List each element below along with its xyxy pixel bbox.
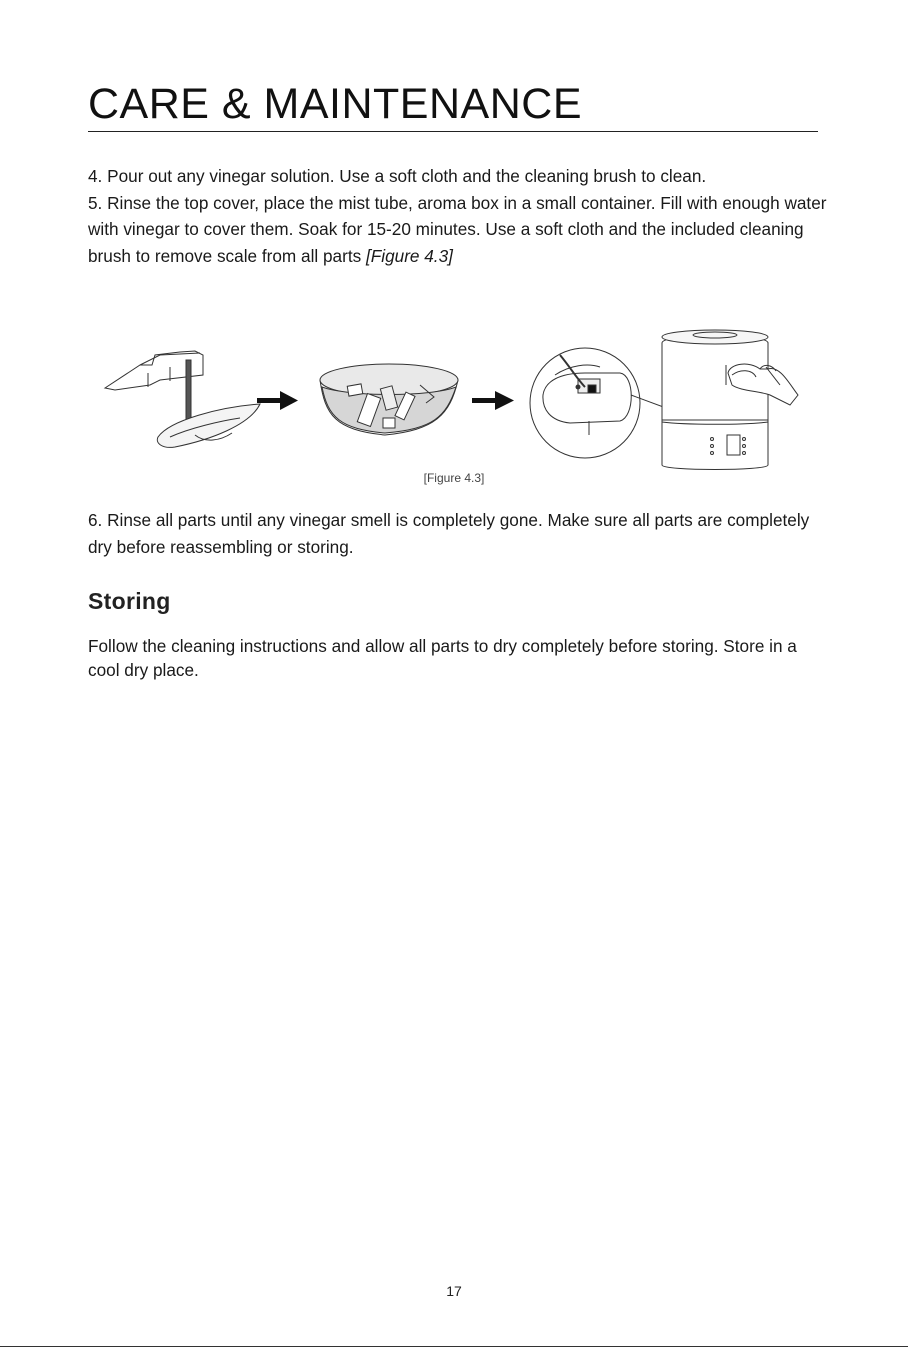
step-5-text: 5. Rinse the top cover, place the mist tube, aroma box in a small container. Fill with enough water with vinegar to cover them. Soak for 15-20 minutes. Use a soft cloth and the included cleaning brush to remove scale from all parts	[88, 192, 827, 266]
title-divider	[88, 131, 818, 132]
page-title: CARE & MAINTENANCE	[88, 80, 583, 128]
step-4-text: 4. Pour out any vinegar solution. Use a soft cloth and the cleaning brush to clean.	[88, 166, 707, 186]
arrow-right-icon	[472, 391, 514, 410]
figure-4-3-illustration	[100, 325, 810, 475]
storing-text: Follow the cleaning instructions and allow all parts to dry completely before storing. Store in a cool dry place.	[88, 636, 797, 680]
bottom-divider	[0, 1346, 908, 1347]
figure-caption: [Figure 4.3]	[423, 471, 485, 485]
step-5-paragraph	[88, 190, 828, 270]
arrow-right-icon	[257, 391, 298, 410]
cleaning-steps	[88, 163, 828, 269]
page-number: 17	[446, 1283, 462, 1299]
top-cover-illustration	[105, 351, 260, 447]
storing-heading: Storing	[88, 588, 171, 614]
soaking-bowl-illustration	[320, 364, 458, 435]
figure-reference: [Figure 4.3]	[365, 245, 453, 266]
step-6-block	[88, 507, 828, 560]
step-6-text: 6. Rinse all parts until any vinegar smell is completely gone. Make sure all parts are completely dry before reassembling or storing.	[88, 510, 810, 557]
humidifier-illustration	[662, 330, 798, 470]
